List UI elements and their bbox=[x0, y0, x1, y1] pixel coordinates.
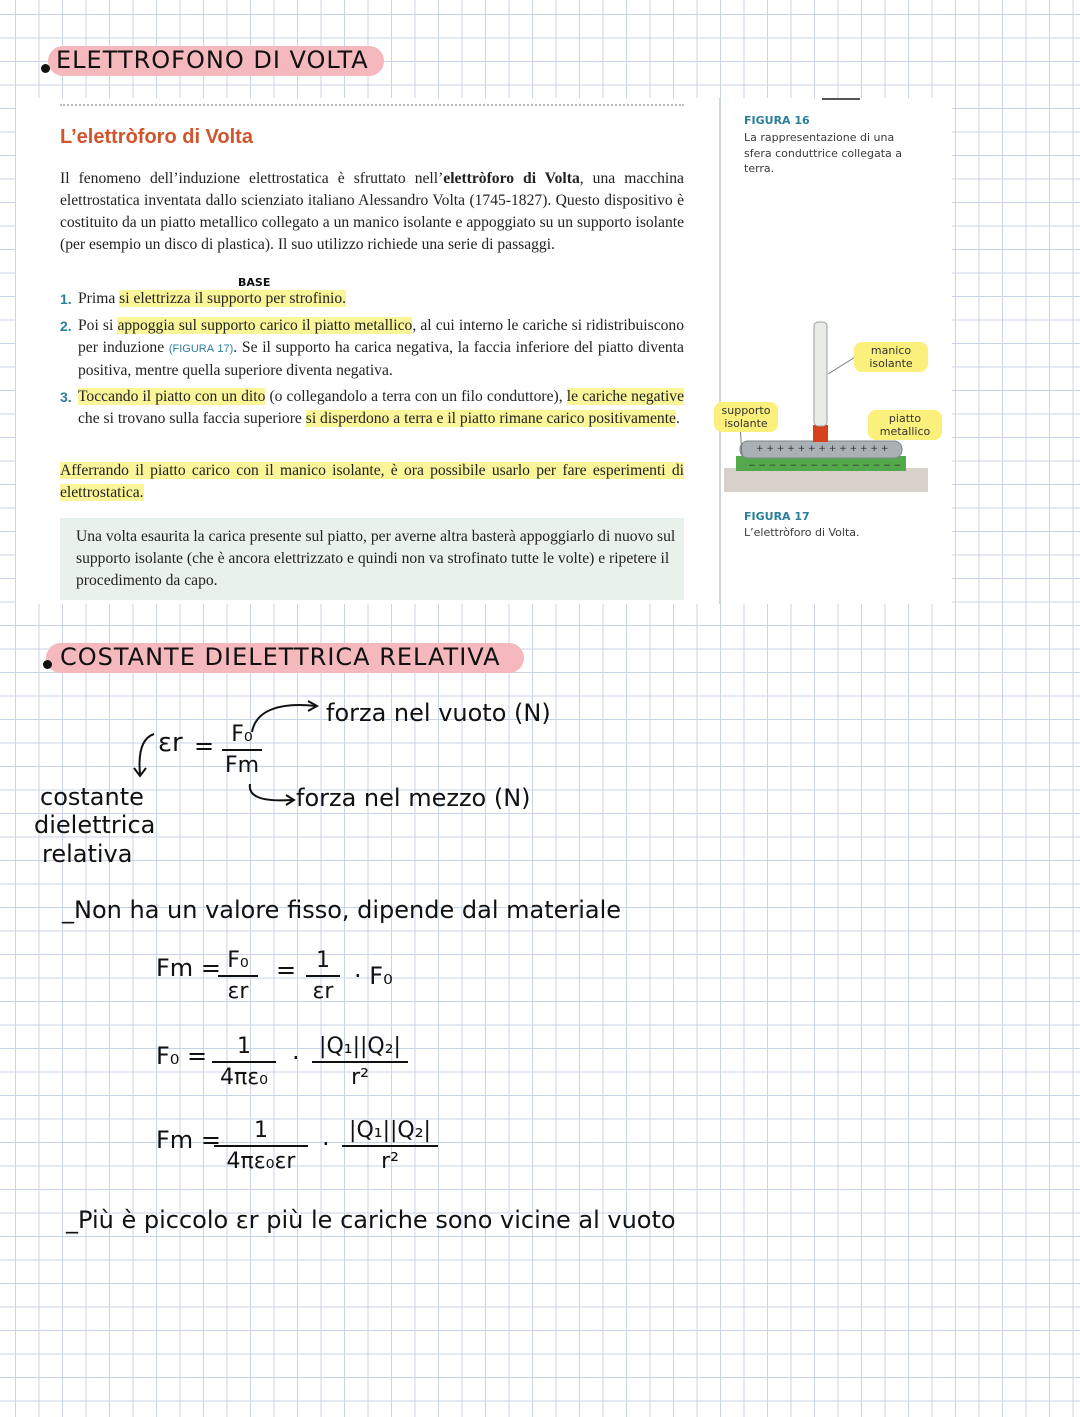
numerator-f0: F₀ bbox=[231, 722, 253, 747]
eq2-den1: 4πε₀ bbox=[220, 1065, 268, 1090]
arrow-to-constant-icon bbox=[140, 734, 154, 774]
eq1-lhs: Fm = bbox=[156, 954, 221, 982]
fraction-bar bbox=[218, 975, 258, 977]
figure-top-mark bbox=[822, 98, 860, 100]
eq3-fraction-2 bbox=[342, 1118, 438, 1174]
step-text: . Se il supporto ha carica negativa, la faccia inferiore del piatto diventa positiva, mentre quella superiore diventa negativa. bbox=[78, 339, 684, 379]
highlighted-text: Toccando il piatto con un dito bbox=[78, 388, 266, 405]
label-vacuum-force: forza nel vuoto (N) bbox=[326, 699, 551, 727]
fraction-bar bbox=[306, 975, 340, 977]
highlighted-text: Afferrando il piatto carico con il manico isolante, è ora possibile usarlo per fare esperimenti di elettrostatica. bbox=[60, 462, 684, 501]
eq1-tail: · F₀ bbox=[354, 962, 393, 990]
figure17-label: FIGURA 17 bbox=[744, 510, 810, 523]
figure17-caption: L’elettròforo di Volta. bbox=[744, 526, 860, 539]
note-point-1: _Non ha un valore fisso, dipende dal materiale bbox=[62, 896, 622, 924]
note-box bbox=[60, 518, 684, 600]
label-medium-force: forza nel mezzo (N) bbox=[296, 784, 531, 812]
denominator-fm: Fm bbox=[224, 753, 260, 778]
label-constant-line2: dielettrica bbox=[34, 811, 156, 839]
step-2 bbox=[60, 315, 684, 382]
eq2-fraction-1 bbox=[212, 1034, 276, 1090]
definition-fraction bbox=[222, 722, 262, 778]
eq1-num2: 1 bbox=[316, 948, 330, 973]
handwritten-base-note: BASE bbox=[238, 276, 271, 289]
eq3-num1: 1 bbox=[254, 1118, 268, 1143]
equals-sign: = bbox=[194, 732, 215, 760]
intro-text: Il fenomeno dell’induzione elettrostatica è sfruttato nell’ bbox=[60, 170, 444, 187]
eq3-lhs: Fm = bbox=[156, 1126, 221, 1154]
highlighted-text: appoggia sul supporto carico il piatto metallico bbox=[117, 317, 413, 334]
fraction-bar bbox=[214, 1145, 308, 1147]
dotted-divider bbox=[60, 104, 684, 106]
eq1-fraction-2 bbox=[306, 948, 340, 1004]
eq1-den2: εr bbox=[312, 979, 334, 1004]
step-3 bbox=[60, 386, 684, 430]
step-text: Prima bbox=[78, 290, 120, 307]
arrow-to-medium-icon bbox=[250, 784, 292, 800]
eq2-num1: 1 bbox=[237, 1034, 251, 1059]
svg-text:+ + + + + + + + + + + + +: + + + + + + + + + + + + + bbox=[756, 444, 889, 454]
highlighted-text: si disperdono a terra e il piatto rimane carico positivamente bbox=[305, 410, 676, 427]
highlighted-text: le cariche negative bbox=[566, 388, 684, 405]
svg-text:− − − − − − − − − − − − − − −: − − − − − − − − − − − − − − − bbox=[748, 461, 902, 471]
intro-text-end: , una macchina elettrostatica inventata dallo scienziato italiano Alessandro Volta (1745-1827). Questo dispositivo è costituito da un piatto metallico collegato a un manico isolante e appoggiato su un supporto isolante (per esempio un disco di plastica). Il suo utilizzo richiede una serie di passaggi. bbox=[60, 170, 684, 253]
bullet-dot-icon bbox=[41, 64, 50, 73]
step-number: 3. bbox=[60, 389, 72, 405]
figure16-label: FIGURA 16 bbox=[744, 114, 810, 127]
eq2-fraction-2 bbox=[312, 1034, 408, 1090]
step-number: 2. bbox=[60, 318, 72, 334]
eq3-fraction-1 bbox=[214, 1118, 308, 1174]
step-text: Poi si bbox=[78, 317, 118, 334]
eq3-den2: r² bbox=[381, 1149, 399, 1174]
insulating-handle bbox=[814, 322, 827, 426]
eps-r-symbol: εr bbox=[158, 728, 183, 758]
figure16-caption: La rappresentazione di una sfera conduttrice collegata a terra. bbox=[744, 131, 903, 175]
step-text: che si trovano sulla faccia superiore bbox=[78, 410, 306, 427]
step-text: (o collegandolo a terra con un filo conduttore), bbox=[265, 388, 567, 405]
eq1-equals: = bbox=[276, 956, 297, 984]
eq2-den2: r² bbox=[351, 1065, 369, 1090]
step-text: , al cui interno le cariche si ridistribuiscono per induzione bbox=[78, 317, 685, 356]
intro-bold-term: elettròforo di Volta bbox=[443, 170, 580, 187]
step-1 bbox=[60, 288, 684, 310]
eq2-lhs: F₀ = bbox=[156, 1042, 208, 1070]
callout-insulating-support: supporto isolante bbox=[714, 402, 778, 432]
eq3-dot: · bbox=[322, 1130, 330, 1158]
eq2-num2: |Q₁||Q₂| bbox=[319, 1034, 401, 1059]
excerpt-intro bbox=[60, 168, 684, 256]
handle-base bbox=[813, 425, 828, 442]
bullet-dot-icon bbox=[43, 660, 52, 669]
eq1-fraction-1 bbox=[218, 948, 258, 1004]
fraction-bar bbox=[342, 1145, 438, 1147]
eq2-dot: · bbox=[292, 1044, 300, 1072]
table-surface bbox=[724, 468, 928, 492]
fraction-bar bbox=[312, 1061, 408, 1063]
section2-heading: COSTANTE DIELETTRICA RELATIVA bbox=[60, 643, 501, 671]
fraction-bar bbox=[222, 749, 262, 751]
callout-insulating-handle: manico isolante bbox=[854, 342, 928, 372]
excerpt-closing bbox=[60, 460, 684, 504]
figure-reference: (FIGURA 17) bbox=[168, 343, 234, 355]
step-text: . bbox=[675, 410, 680, 427]
label-constant-line1: costante bbox=[40, 783, 144, 811]
note-point-2: _Più è piccolo εr più le cariche sono vicine al vuoto bbox=[66, 1206, 676, 1234]
eq3-den1: 4πε₀εr bbox=[226, 1149, 296, 1174]
fraction-bar bbox=[212, 1061, 276, 1063]
step-number: 1. bbox=[60, 291, 72, 307]
excerpt-text-column bbox=[16, 98, 719, 604]
highlighted-text: si elettrizza il supporto per strofinio. bbox=[119, 290, 347, 307]
callout-metal-plate: piatto metallico bbox=[868, 410, 942, 440]
eq1-den1: εr bbox=[227, 979, 249, 1004]
excerpt-title: L’elettròforo di Volta bbox=[60, 126, 253, 148]
eq1-num1: F₀ bbox=[227, 948, 249, 973]
eq3-num2: |Q₁||Q₂| bbox=[349, 1118, 431, 1143]
note-text: Una volta esaurita la carica presente sul piatto, per averne altra basterà appoggiarlo di nuovo sul supporto isolante (che è ancora elettrizzato e quindi non va strofinato tutte le volte) e ripetere il procedimento da capo. bbox=[76, 528, 676, 589]
label-constant-line3: relativa bbox=[42, 840, 133, 868]
section1-heading: ELETTROFONO DI VOLTA bbox=[56, 46, 369, 74]
book-excerpt bbox=[16, 98, 952, 604]
